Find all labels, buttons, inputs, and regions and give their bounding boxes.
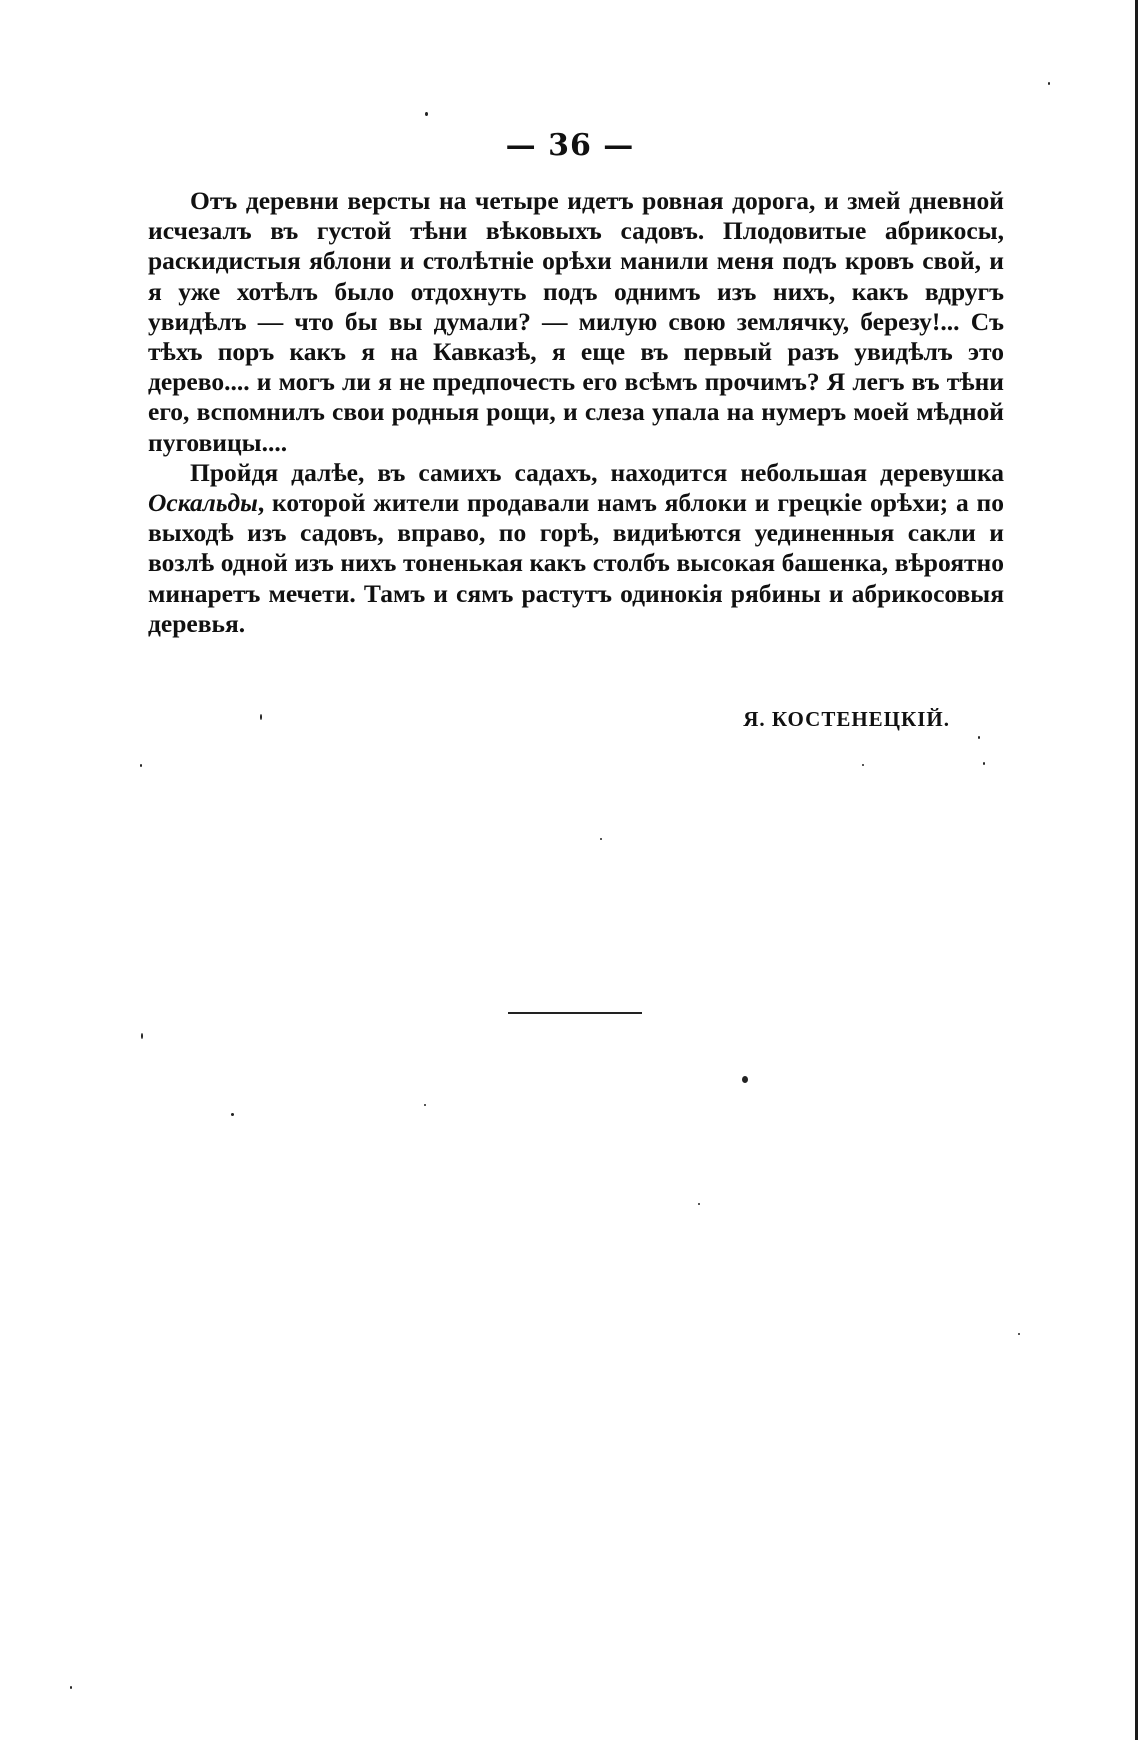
paragraph-2 bbox=[148, 458, 1004, 639]
author-signature: Я. КОСТЕНЕЦКІЙ. bbox=[743, 707, 950, 731]
page-edge-line bbox=[1135, 0, 1138, 1740]
scan-speck bbox=[978, 736, 980, 739]
scan-speck bbox=[862, 764, 864, 766]
scan-speck bbox=[260, 714, 262, 720]
scan-speck bbox=[742, 1076, 748, 1083]
scan-speck bbox=[600, 838, 602, 840]
scan-speck bbox=[231, 1113, 234, 1116]
page-number: — 36 — bbox=[505, 128, 635, 163]
paragraph-2-start: Пройдя далѣе, въ самихъ садахъ, находится небольшая деревушка bbox=[190, 457, 1004, 487]
place-name-italic: Оскальды bbox=[148, 488, 258, 518]
scan-speck bbox=[140, 764, 142, 767]
scan-speck bbox=[1018, 1333, 1020, 1335]
scan-speck bbox=[1048, 82, 1050, 85]
end-divider-rule bbox=[508, 1012, 642, 1014]
scan-speck bbox=[141, 1033, 143, 1039]
body-text bbox=[148, 186, 1004, 639]
scan-speck bbox=[424, 1104, 426, 1106]
paragraph-2-end: , которой жители продавали намъ яблоки и грецкіе орѣхи; а по выходѣ изъ садовъ, вправо, по горѣ, видиѣются уединенныя сакли и возлѣ одной изъ нихъ тоненькая какъ столбъ высокая башенка, вѣроятно минаретъ мечети. Тамъ и сямъ растутъ одинокія рябины и абрикосовыя деревья. bbox=[148, 488, 1004, 638]
scan-speck bbox=[983, 762, 985, 765]
scan-speck bbox=[425, 112, 428, 116]
scan-speck bbox=[698, 1203, 700, 1205]
scan-speck bbox=[70, 1686, 72, 1689]
paragraph-1: Отъ деревни версты на четыре идетъ ровная дорога, и змей дневной исчезалъ въ густой тѣни вѣковыхъ садовъ. Плодовитые абрикосы, раскидистыя яблони и столѣтніе орѣхи манили меня подъ кровъ свой, и я уже хотѣлъ было отдохнуть подъ однимъ изъ нихъ, какъ вдругъ увидѣлъ — что бы вы думали? — милую свою землячку, березу!... Съ тѣхъ поръ какъ я на Кавказѣ, я еще въ первый разъ увидѣлъ это дерево.... и могъ ли я не предпочесть его всѣмъ прочимъ? Я легъ въ тѣни его, вспомнилъ свои родныя рощи, и слеза упала на нумеръ моей мѣдной пуговицы.... bbox=[148, 186, 1004, 457]
